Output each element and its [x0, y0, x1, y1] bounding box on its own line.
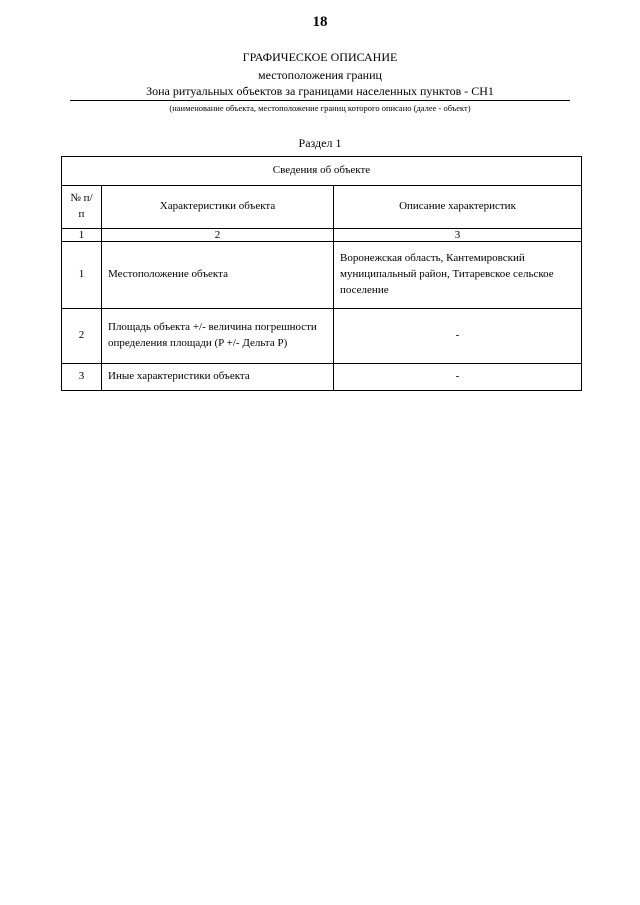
row-description: - — [334, 364, 582, 391]
table-heading: Сведения об объекте — [62, 157, 582, 186]
row-description: Воронежская область, Кантемировский муниципальный район, Титаревское сельское поселение — [334, 242, 582, 309]
column-number: 2 — [102, 229, 334, 242]
document-title: ГРАФИЧЕСКОЕ ОПИСАНИЕ — [242, 50, 398, 64]
column-header-num: № п/п — [62, 186, 102, 229]
row-number: 1 — [62, 242, 102, 309]
table-heading-row — [62, 157, 582, 186]
section-title: Раздел 1 — [298, 136, 342, 150]
object-caption: (наименование объекта, местоположение границ которого описано (далее - объект) — [169, 103, 471, 113]
table-row — [62, 309, 582, 364]
column-header-description: Описание характеристик — [334, 186, 582, 229]
object-name: Зона ритуальных объектов за границами населенных пунктов - СН1 — [70, 84, 570, 101]
column-header-characteristic: Характеристики объекта — [102, 186, 334, 229]
page-number: 18 — [312, 14, 328, 30]
row-description: - — [334, 309, 582, 364]
row-characteristic: Иные характеристики объекта — [102, 364, 334, 391]
row-characteristic: Площадь объекта +/- величина погрешности определения площади (P +/- Дельта P) — [102, 309, 334, 364]
table-column-numbers — [62, 229, 582, 242]
table-column-headers — [62, 186, 582, 229]
document-subtitle: местоположения границ — [258, 68, 382, 82]
row-characteristic: Местоположение объекта — [102, 242, 334, 309]
table-row — [62, 364, 582, 391]
row-number: 2 — [62, 309, 102, 364]
object-info-table — [61, 156, 582, 391]
table-row — [62, 242, 582, 309]
column-number: 3 — [334, 229, 582, 242]
column-number: 1 — [62, 229, 102, 242]
row-number: 3 — [62, 364, 102, 391]
